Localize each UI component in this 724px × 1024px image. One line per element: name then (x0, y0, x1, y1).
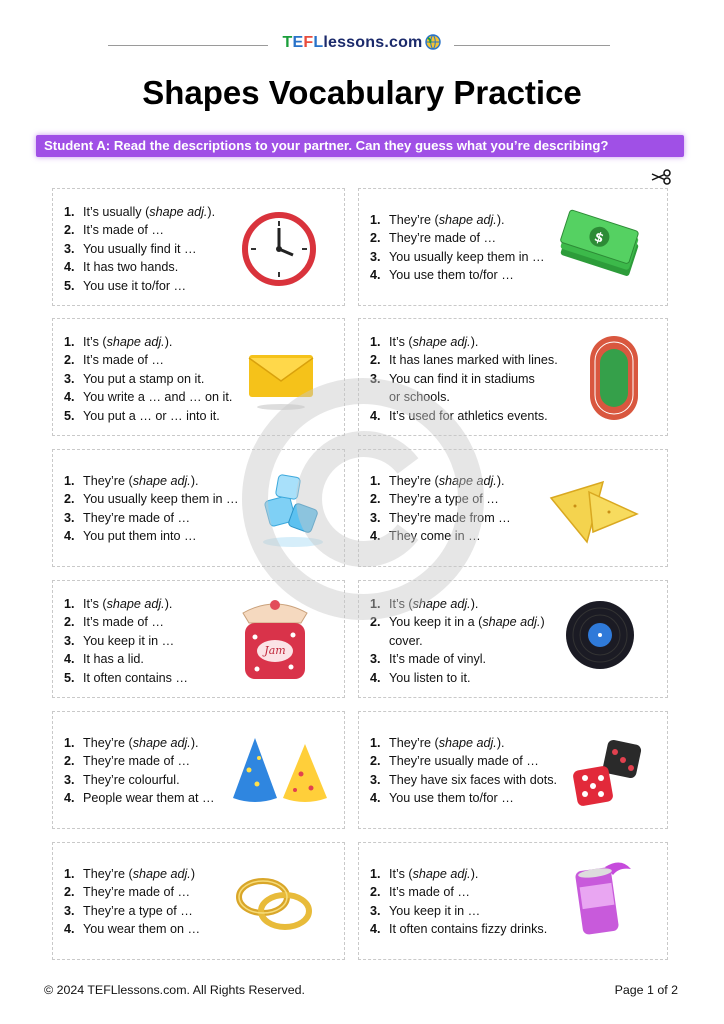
clue-text-end: ). (207, 205, 216, 219)
clue-text: They’re ( (83, 736, 133, 750)
clue-item (61, 472, 239, 490)
party-hats-icon (229, 734, 333, 808)
clue-placeholder: shape adj. (438, 213, 497, 227)
clue-text: You keep it in … (83, 633, 175, 648)
vocab-card (52, 188, 345, 306)
clue-number: 1. (370, 335, 381, 349)
clue-list (367, 595, 545, 687)
clue-item (367, 490, 511, 508)
clue-text-end: ). (496, 213, 505, 227)
clue-text: You listen to it. (389, 670, 471, 685)
ice-cubes-icon (253, 468, 333, 550)
clue-item (367, 865, 547, 883)
clue-number: 4. (370, 791, 381, 806)
clue-text: They’re ( (83, 474, 133, 488)
clue-item (367, 407, 558, 425)
clue-text: It has two hands. (83, 260, 179, 275)
divider (108, 45, 268, 46)
clock-icon (241, 211, 317, 287)
clue-number: 2. (370, 615, 381, 630)
clue-number: 3. (370, 510, 381, 525)
clue-item (61, 240, 215, 258)
clue-number: 5. (64, 670, 75, 685)
clue-item (61, 789, 215, 807)
clue-list (61, 595, 188, 687)
clue-item (61, 203, 215, 221)
clue-number: 4. (370, 922, 381, 937)
clue-item (61, 388, 232, 406)
clue-item (367, 632, 545, 650)
page-number: Page 1 of 2 (614, 983, 678, 997)
clue-number: 3. (370, 772, 381, 787)
clue-text: They come in … (389, 529, 481, 544)
clue-text: You write a … and … on it. (83, 390, 233, 405)
money-icon (559, 209, 645, 281)
clue-number: 2. (64, 223, 75, 238)
brand-header (108, 34, 610, 56)
clue-placeholder: shape adj. (412, 867, 471, 881)
clue-item (367, 211, 545, 229)
clue-text: It’s made of … (83, 223, 164, 238)
clue-item (367, 920, 547, 938)
clue-placeholder: shape adj. (438, 736, 497, 750)
running-track-icon (587, 333, 641, 423)
clue-number: 2. (370, 885, 381, 900)
clue-number: 2. (370, 492, 381, 507)
clue-text: You put a … or … into it. (83, 408, 220, 423)
clue-item (61, 650, 188, 668)
clue-item (61, 370, 232, 388)
clue-item (367, 650, 545, 668)
clue-number: 1. (370, 474, 381, 488)
clue-text-end: ). (496, 736, 505, 750)
clue-placeholder: shape adj. (438, 474, 497, 488)
clue-item (367, 595, 545, 613)
envelope-icon (245, 349, 317, 413)
clue-text: They’re ( (83, 867, 133, 881)
clue-number: 2. (64, 754, 75, 769)
clue-item (367, 883, 547, 901)
vinyl-record-icon (563, 597, 637, 673)
clue-text: They have six faces with dots. (389, 772, 557, 787)
clue-number: 2. (370, 353, 381, 368)
vocab-card (52, 449, 345, 567)
soda-can-icon (569, 859, 635, 939)
scissors-icon (650, 168, 672, 186)
clue-number: 3. (64, 772, 75, 787)
dice-icon (571, 738, 645, 810)
vocab-card (358, 711, 668, 829)
vocab-card (358, 318, 668, 436)
clue-text: They’re ( (389, 213, 439, 227)
clue-number: 3. (64, 510, 75, 525)
clue-number: 3. (64, 241, 75, 256)
clue-item (61, 613, 188, 631)
clue-text: They’re usually made of … (389, 754, 539, 769)
clue-text: They’re ( (389, 474, 439, 488)
clue-text: It’s ( (389, 597, 413, 611)
clue-list (367, 211, 545, 285)
clue-number: 5. (64, 408, 75, 423)
clue-number: 1. (370, 736, 381, 750)
clue-item (61, 490, 239, 508)
vocab-card (358, 188, 668, 306)
clue-number: 4. (64, 260, 75, 275)
tortilla-chips-icon (545, 470, 641, 550)
clue-text: It’s usually ( (83, 205, 150, 219)
clue-number: 1. (370, 597, 381, 611)
clue-number: 1. (64, 474, 75, 488)
clue-text: It has a lid. (83, 652, 144, 667)
clue-text-end: ). (470, 597, 479, 611)
clue-text: You use them to/for … (389, 791, 514, 806)
vocab-card (358, 449, 668, 567)
clue-text: They’re made from … (389, 510, 511, 525)
clue-list (367, 865, 547, 939)
clue-text: cover. (389, 633, 423, 648)
globe-icon (425, 34, 441, 50)
clue-number: 1. (64, 597, 75, 611)
clue-text: They’re made of … (83, 754, 191, 769)
clue-item (61, 407, 232, 425)
clue-text: They’re made of … (389, 231, 497, 246)
clue-number: 1. (64, 867, 75, 881)
clue-text: It’s made of … (83, 615, 164, 630)
clue-text: You use them to/for … (389, 268, 514, 283)
clue-number: 4. (64, 652, 75, 667)
clue-list (61, 203, 215, 295)
clue-text: It often contains … (83, 670, 189, 685)
clue-text: It’s ( (83, 335, 107, 349)
clue-text: They’re made of … (83, 510, 191, 525)
clue-number: 4. (370, 529, 381, 544)
clue-item (61, 865, 200, 883)
clue-text: You can find it in stadiums (389, 371, 535, 386)
clue-placeholder: shape adj. (106, 335, 165, 349)
clue-item (367, 527, 511, 545)
clue-list (367, 472, 511, 546)
clue-text: You wear them on … (83, 922, 201, 937)
clue-item (367, 248, 545, 266)
clue-text: You keep it in a ( (389, 615, 483, 630)
clue-text: You use it to/for … (83, 278, 187, 293)
clue-number: 1. (64, 736, 75, 750)
brand-logo: TEFLlessons.com (274, 34, 450, 52)
clue-number: 4. (370, 408, 381, 423)
clue-list (61, 472, 239, 546)
vocab-card (52, 711, 345, 829)
clue-number: 3. (64, 903, 75, 918)
clue-list (61, 333, 232, 425)
page-title: Shapes Vocabulary Practice (142, 74, 582, 111)
clue-item (61, 351, 232, 369)
clue-item (61, 277, 215, 295)
clue-item (367, 771, 557, 789)
clue-text: It’s used for athletics events. (389, 408, 548, 423)
vocab-card (52, 318, 345, 436)
clue-placeholder: shape adj. (149, 205, 208, 219)
clue-item (61, 509, 239, 527)
clue-item (367, 752, 557, 770)
clue-text: It has lanes marked with lines. (389, 353, 558, 368)
clue-list (61, 734, 215, 808)
jam-label-text: Jam (264, 644, 286, 657)
clue-placeholder: shape adj. (132, 736, 191, 750)
clue-number: 4. (64, 529, 75, 544)
clue-item (61, 527, 239, 545)
clue-item (367, 229, 545, 247)
clue-number: 4. (370, 670, 381, 685)
clue-text: You put them into … (83, 529, 197, 544)
clue-text-end: ). (190, 474, 199, 488)
clue-text: People wear them at … (83, 791, 215, 806)
clue-placeholder: shape adj. (482, 615, 541, 630)
clue-number: 5. (64, 278, 75, 293)
clue-text: It’s ( (389, 867, 413, 881)
clue-item (367, 472, 511, 490)
vocab-card (52, 580, 345, 698)
clue-item (61, 632, 188, 650)
svg-text:$: $ (592, 229, 606, 247)
clue-item (367, 370, 558, 388)
clue-number: 2. (370, 754, 381, 769)
clue-placeholder: shape adj. (132, 867, 191, 881)
clue-text-end: ). (164, 597, 173, 611)
clue-number: 2. (64, 885, 75, 900)
clue-item (367, 509, 511, 527)
clue-text: You keep it in … (389, 903, 481, 918)
clue-list (367, 734, 557, 808)
clue-number: 2. (370, 231, 381, 246)
clue-text: It’s made of … (83, 353, 164, 368)
clue-text: It’s ( (83, 597, 107, 611)
clue-item (61, 752, 215, 770)
clue-number: 3. (64, 371, 75, 386)
jam-jar-icon (235, 593, 315, 685)
clue-text-end: ) (540, 615, 545, 630)
clue-number: 4. (64, 791, 75, 806)
clue-text-end: ). (164, 335, 173, 349)
clue-item (61, 669, 188, 687)
clue-item (367, 266, 545, 284)
clue-text: They’re a type of … (389, 492, 499, 507)
clue-item (367, 734, 557, 752)
clue-text-end: ). (470, 867, 479, 881)
clue-text: They’re a type of … (83, 903, 193, 918)
clue-number: 3. (370, 249, 381, 264)
clue-text: It often contains fizzy drinks. (389, 922, 548, 937)
clue-item (367, 333, 558, 351)
clue-item (61, 221, 215, 239)
clue-item (61, 734, 215, 752)
copyright-notice: © 2024 TEFLlessons.com. All Rights Reserved. (44, 983, 305, 997)
clue-item (61, 883, 200, 901)
clue-text: They’re made of … (83, 885, 191, 900)
clue-number: 3. (370, 371, 381, 386)
clue-number: 1. (370, 867, 381, 881)
vocab-card (52, 842, 345, 960)
clue-item (367, 613, 545, 631)
clue-text: You put a stamp on it. (83, 371, 205, 386)
clue-placeholder: shape adj. (106, 597, 165, 611)
clue-item (61, 920, 200, 938)
divider (454, 45, 610, 46)
clue-text: It’s ( (389, 335, 413, 349)
clue-number: 1. (64, 335, 75, 349)
clue-number: 4. (64, 390, 75, 405)
vocab-card (358, 580, 668, 698)
vocab-card (358, 842, 668, 960)
clue-item (367, 388, 558, 406)
clue-text: They’re ( (389, 736, 439, 750)
clue-number: 3. (370, 903, 381, 918)
clue-item (61, 333, 232, 351)
clue-item (367, 902, 547, 920)
clue-item (61, 595, 188, 613)
clue-list (61, 865, 200, 939)
clue-number: 3. (64, 633, 75, 648)
clue-item (367, 669, 545, 687)
instructions-banner: Student A: Read the descriptions to your partner. Can they guess what you’re describing? (36, 135, 684, 157)
clue-text: It’s made of vinyl. (389, 652, 487, 667)
wedding-rings-icon (233, 871, 313, 935)
clue-number: 4. (370, 268, 381, 283)
clue-text: It’s made of … (389, 885, 470, 900)
clue-number: 1. (64, 205, 75, 219)
clue-number: 2. (64, 615, 75, 630)
clue-item (367, 351, 558, 369)
clue-item (367, 789, 557, 807)
clue-placeholder: shape adj. (132, 474, 191, 488)
clue-list (367, 333, 558, 425)
clue-text-end: ). (496, 474, 505, 488)
clue-number: 2. (64, 353, 75, 368)
clue-text: You usually keep them in … (83, 492, 239, 507)
clue-text-end: ). (190, 736, 199, 750)
clue-number: 3. (370, 652, 381, 667)
clue-number: 4. (64, 922, 75, 937)
clue-item (61, 902, 200, 920)
clue-text-end: ) (190, 867, 196, 881)
clue-text: or schools. (389, 390, 450, 405)
clue-text: You usually keep them in … (389, 249, 545, 264)
clue-placeholder: shape adj. (412, 335, 471, 349)
clue-item (61, 771, 215, 789)
clue-item (61, 258, 215, 276)
clue-number: 2. (64, 492, 75, 507)
clue-text: You usually find it … (83, 241, 197, 256)
clue-text-end: ). (470, 335, 479, 349)
clue-placeholder: shape adj. (412, 597, 471, 611)
clue-number: 1. (370, 213, 381, 227)
clue-text: They’re colourful. (83, 772, 180, 787)
